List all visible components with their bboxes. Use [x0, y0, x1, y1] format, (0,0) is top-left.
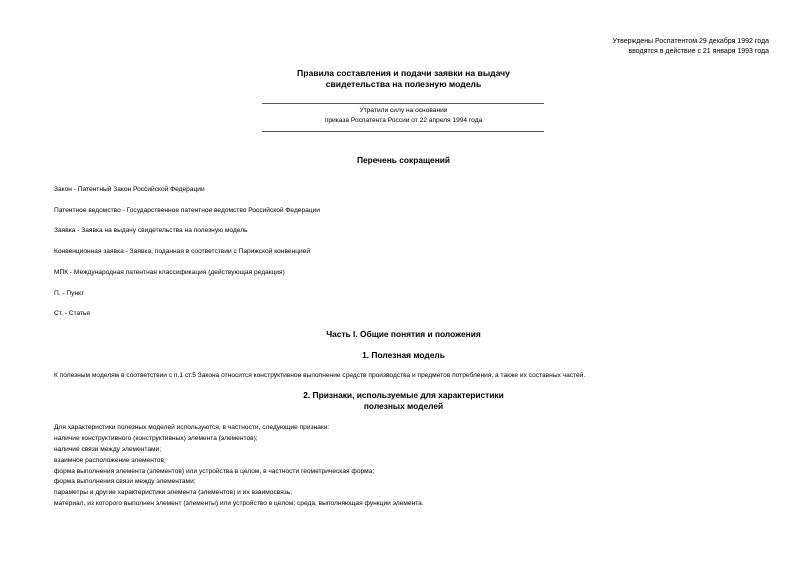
part1-heading: Часть I. Общие понятия и положения — [326, 329, 481, 339]
approval-note — [612, 37, 769, 57]
abbreviation-item: МПК - Международная патентная классификация (действующая редакция) — [54, 269, 285, 276]
section2-heading — [0, 390, 807, 412]
abbreviation-item: Закон - Патентный Закон Российской Федерации — [54, 186, 205, 193]
abbreviation-item: Патентное ведомство - Государственное патентное ведомство Российской Федерации — [54, 207, 320, 214]
feature-line: взаимное расположение элементов; — [54, 456, 166, 464]
abbreviation-item: Конвенционная заявка - Заявка, поданная в соответствии с Парижской конвенцией — [54, 248, 311, 255]
document-title — [0, 68, 807, 90]
expired-notice-line-2: приказа Роспатента России от 22 апреля 1994 года — [324, 117, 483, 124]
document-title-line-2: свидетельства на полезную модель — [325, 79, 482, 89]
abbreviations-heading: Перечень сокращений — [356, 155, 451, 165]
section2-feature-list — [54, 423, 424, 510]
section1-text: К полезным моделям в соответствии с п.1 ст.5 Закона относится конструктивное выполнение средств производства и предметов потребления, а также их составных частей. — [54, 372, 586, 379]
feature-line: форма выполнения связи между элементами; — [54, 478, 196, 486]
abbreviation-item: Ст. - Статья — [54, 310, 90, 317]
document-title-line-1: Правила составления и подачи заявки на выдачу — [297, 68, 510, 78]
abbreviation-item: Заявка - Заявка на выдачу свидетельства на полезную модель — [54, 227, 248, 234]
section1-heading: 1. Полезная модель — [362, 350, 445, 360]
abbreviation-item: П. - Пункт — [54, 290, 85, 297]
feature-line: Для характеристики полезных моделей используются, в частности, следующие признаки: — [54, 424, 330, 431]
feature-line: наличие конструктивного (конструктивных) элемента (элементов); — [54, 434, 258, 442]
feature-line: наличие связи между элементами; — [54, 445, 162, 453]
feature-line: параметры и другие характеристики элемента (элементов) и их взаимосвязь; — [54, 489, 293, 497]
expired-notice — [0, 106, 807, 126]
section2-heading-line-1: 2. Признаки, используемые для характеристики — [303, 390, 504, 400]
feature-line: материал, из которого выполнен элемент (элементы) или устройство в целом; среда, выполняющая функции элемента. — [54, 500, 424, 508]
section2-heading-line-2: полезных моделей — [363, 401, 444, 411]
top-divider — [262, 103, 544, 104]
expired-notice-line-1: Утратили силу на основании — [359, 107, 448, 114]
bottom-divider — [262, 131, 544, 132]
approval-line-1: Утверждены Роспатентом 29 декабря 1992 года — [612, 38, 769, 45]
feature-line: форма выполнения элемента (элементов) или устройства в целом, в частности геометрическая форма; — [54, 467, 375, 475]
approval-line-2: вводятся в действие с 21 января 1993 года — [628, 48, 769, 55]
